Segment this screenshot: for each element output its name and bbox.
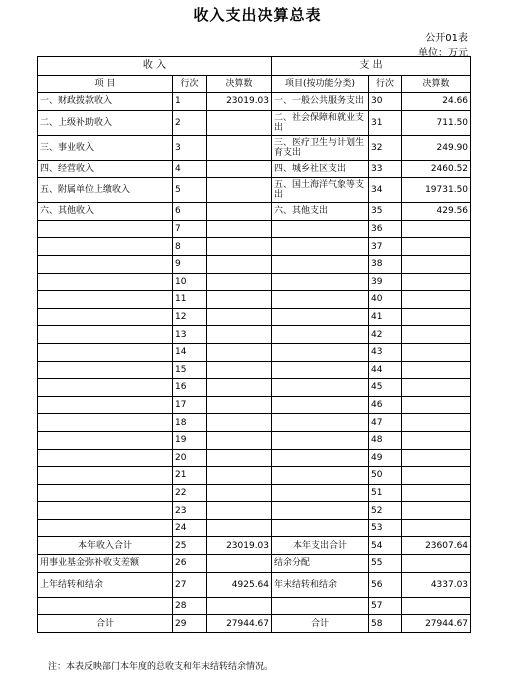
expense-amount-cell — [402, 502, 471, 520]
income-amount-cell — [207, 110, 272, 135]
income-item-cell: 三、事业收入 — [38, 135, 173, 160]
income-item-cell — [38, 220, 173, 238]
form-code: 公开01表 — [425, 33, 468, 44]
expense-line-cell: 39 — [369, 273, 402, 291]
table-row — [38, 414, 471, 432]
table-row — [38, 343, 471, 361]
income-line-cell: 27 — [173, 572, 207, 597]
income-amount-cell — [207, 414, 272, 432]
table-row — [38, 273, 471, 291]
income-item-cell: 二、上级补助收入 — [38, 110, 173, 135]
income-line-cell: 23 — [173, 502, 207, 520]
expense-item-cell: 本年支出合计 — [272, 537, 369, 555]
income-amount-cell — [207, 519, 272, 537]
expense-item-cell — [272, 238, 369, 256]
expense-line-cell: 55 — [369, 555, 402, 573]
income-amount-cell — [207, 178, 272, 203]
table-row — [38, 110, 471, 135]
table-row — [38, 597, 471, 615]
expense-line-cell: 37 — [369, 238, 402, 256]
income-group-header: 收 入 — [38, 57, 272, 76]
table-column-header — [38, 76, 471, 93]
income-item-cell — [38, 273, 173, 291]
expense-item-cell — [272, 326, 369, 344]
expense-line-cell: 52 — [369, 502, 402, 520]
table-row — [38, 135, 471, 160]
expense-amount-cell — [402, 396, 471, 414]
income-amount-cell — [207, 597, 272, 615]
table-row — [38, 178, 471, 203]
expense-amount-cell — [402, 449, 471, 467]
expense-amount-cell — [402, 238, 471, 256]
expense-line-cell: 56 — [369, 572, 402, 597]
expense-amount-cell: 23607.64 — [402, 537, 471, 555]
table-row — [38, 537, 471, 555]
income-line-cell: 1 — [173, 93, 207, 111]
income-line-cell: 15 — [173, 361, 207, 379]
income-line-cell: 22 — [173, 484, 207, 502]
expense-item-cell: 二、社会保障和就业支出 — [272, 110, 369, 135]
expense-amount-cell — [402, 484, 471, 502]
income-line-cell: 8 — [173, 238, 207, 256]
income-item-cell: 一、财政拨款收入 — [38, 93, 173, 111]
expense-line-cell: 49 — [369, 449, 402, 467]
expense-amount-cell: 4337.03 — [402, 572, 471, 597]
table-row — [38, 93, 471, 111]
expense-item-cell — [272, 467, 369, 485]
table-body — [38, 93, 471, 633]
expense-line-cell: 50 — [369, 467, 402, 485]
income-amount-cell: 23019.03 — [207, 537, 272, 555]
expense-item-cell — [272, 449, 369, 467]
expense-item-cell — [272, 308, 369, 326]
expense-line-cell: 31 — [369, 110, 402, 135]
expense-item-cell — [272, 502, 369, 520]
income-amount-cell — [207, 291, 272, 309]
income-item-cell — [38, 396, 173, 414]
expense-amount-cell — [402, 308, 471, 326]
table-row — [38, 519, 471, 537]
income-amount-cell — [207, 343, 272, 361]
expense-amount-cell — [402, 414, 471, 432]
expense-amount-cell — [402, 597, 471, 615]
income-amount-cell — [207, 555, 272, 573]
expense-line-cell: 36 — [369, 220, 402, 238]
income-line-cell: 28 — [173, 597, 207, 615]
income-item-cell: 上年结转和结余 — [38, 572, 173, 597]
table-row — [38, 326, 471, 344]
income-amount-cell — [207, 361, 272, 379]
expense-item-cell — [272, 255, 369, 273]
income-line-cell: 13 — [173, 326, 207, 344]
income-amount-cell — [207, 484, 272, 502]
income-amount-cell — [207, 431, 272, 449]
expense-item-cell: 结余分配 — [272, 555, 369, 573]
expense-item-cell — [272, 597, 369, 615]
expense-line-cell: 40 — [369, 291, 402, 309]
expense-item-cell — [272, 379, 369, 397]
table-row — [38, 238, 471, 256]
income-amount-cell — [207, 160, 272, 178]
table-row — [38, 502, 471, 520]
expense-item-cell: 三、医疗卫生与计划生育支出 — [272, 135, 369, 160]
income-line-cell: 16 — [173, 379, 207, 397]
expense-amount-cell — [402, 273, 471, 291]
income-item-cell — [38, 291, 173, 309]
table-row — [38, 555, 471, 573]
expense-item-cell — [272, 414, 369, 432]
table-row — [38, 615, 471, 633]
expense-item-cell: 四、城乡社区支出 — [272, 160, 369, 178]
expense-amount-cell — [402, 220, 471, 238]
income-line-cell: 20 — [173, 449, 207, 467]
expense-item-cell — [272, 273, 369, 291]
expense-item-cell — [272, 396, 369, 414]
income-item-cell — [38, 379, 173, 397]
expense-amount-cell: 27944.67 — [402, 615, 471, 633]
income-line-cell: 2 — [173, 110, 207, 135]
expense-line-cell: 38 — [369, 255, 402, 273]
income-item-cell — [38, 519, 173, 537]
income-item-cell — [38, 326, 173, 344]
income-line-cell: 7 — [173, 220, 207, 238]
expense-line-cell: 57 — [369, 597, 402, 615]
expense-line-cell: 34 — [369, 178, 402, 203]
income-item-cell — [38, 414, 173, 432]
income-line-cell: 9 — [173, 255, 207, 273]
expense-amount-cell: 2460.52 — [402, 160, 471, 178]
table-row — [38, 396, 471, 414]
income-line-cell: 3 — [173, 135, 207, 160]
income-amount-cell — [207, 135, 272, 160]
expense-amount-cell — [402, 326, 471, 344]
expense-group-header: 支 出 — [272, 57, 471, 76]
expense-item-cell: 年末结转和结余 — [272, 572, 369, 597]
expense-line-cell: 46 — [369, 396, 402, 414]
expense-item-cell — [272, 484, 369, 502]
table-row — [38, 291, 471, 309]
table-row — [38, 203, 471, 221]
expense-line-cell: 54 — [369, 537, 402, 555]
table-row — [38, 484, 471, 502]
expense-line-cell: 44 — [369, 361, 402, 379]
expense-line-cell: 51 — [369, 484, 402, 502]
expense-item-cell — [272, 361, 369, 379]
page-title: 收入支出决算总表 — [193, 6, 322, 24]
income-line-cell: 25 — [173, 537, 207, 555]
income-item-cell — [38, 238, 173, 256]
expense-item-cell: 合计 — [272, 615, 369, 633]
income-amount-cell: 4925.64 — [207, 572, 272, 597]
expense-line-cell: 32 — [369, 135, 402, 160]
income-amount-cell — [207, 396, 272, 414]
income-amount-cell: 23019.03 — [207, 93, 272, 111]
income-line-cell: 4 — [173, 160, 207, 178]
income-line-header: 行次 — [173, 76, 207, 93]
table-row — [38, 431, 471, 449]
income-item-cell — [38, 597, 173, 615]
expense-line-cell: 45 — [369, 379, 402, 397]
income-amount-cell — [207, 238, 272, 256]
expense-line-cell: 41 — [369, 308, 402, 326]
income-amount-cell — [207, 220, 272, 238]
expense-amount-cell: 711.50 — [402, 110, 471, 135]
income-amount-cell — [207, 379, 272, 397]
income-amount-cell — [207, 326, 272, 344]
income-amount-cell — [207, 273, 272, 291]
expense-line-cell: 43 — [369, 343, 402, 361]
income-line-cell: 19 — [173, 431, 207, 449]
income-amount-header: 决算数 — [207, 76, 272, 93]
expense-amount-cell — [402, 255, 471, 273]
income-item-cell — [38, 343, 173, 361]
expense-item-header: 项目(按功能分类) — [272, 76, 369, 93]
income-item-cell: 六、其他收入 — [38, 203, 173, 221]
income-item-cell: 五、附属单位上缴收入 — [38, 178, 173, 203]
income-item-cell: 用事业基金弥补收支差额 — [38, 555, 173, 573]
income-line-cell: 11 — [173, 291, 207, 309]
table-row — [38, 449, 471, 467]
expense-amount-cell: 249.90 — [402, 135, 471, 160]
income-amount-cell — [207, 203, 272, 221]
table-row — [38, 308, 471, 326]
income-item-cell — [38, 431, 173, 449]
expense-amount-cell — [402, 291, 471, 309]
expense-line-cell: 42 — [369, 326, 402, 344]
income-item-header: 项 目 — [38, 76, 173, 93]
table-row — [38, 255, 471, 273]
income-amount-cell — [207, 255, 272, 273]
expense-amount-cell — [402, 361, 471, 379]
expense-amount-cell — [402, 555, 471, 573]
expense-item-cell: 一、一般公共服务支出 — [272, 93, 369, 111]
income-item-cell — [38, 449, 173, 467]
income-line-cell: 26 — [173, 555, 207, 573]
expense-amount-cell — [402, 431, 471, 449]
income-line-cell: 5 — [173, 178, 207, 203]
income-amount-cell — [207, 449, 272, 467]
income-line-cell: 6 — [173, 203, 207, 221]
income-item-cell — [38, 484, 173, 502]
expense-line-cell: 47 — [369, 414, 402, 432]
income-item-cell: 本年收入合计 — [38, 537, 173, 555]
summary-table — [37, 56, 471, 633]
income-line-cell: 14 — [173, 343, 207, 361]
income-amount-cell: 27944.67 — [207, 615, 272, 633]
footnote: 注：本表反映部门本年度的总收支和年末结转结余情况。 — [48, 662, 274, 672]
expense-item-cell — [272, 220, 369, 238]
expense-line-cell: 33 — [369, 160, 402, 178]
expense-item-cell — [272, 519, 369, 537]
expense-amount-header: 决算数 — [402, 76, 471, 93]
expense-item-cell: 五、国土海洋气象等支出 — [272, 178, 369, 203]
expense-line-cell: 48 — [369, 431, 402, 449]
income-item-cell — [38, 502, 173, 520]
table-row — [38, 220, 471, 238]
expense-item-cell — [272, 291, 369, 309]
income-item-cell: 合计 — [38, 615, 173, 633]
income-line-cell: 18 — [173, 414, 207, 432]
table-row — [38, 572, 471, 597]
expense-amount-cell: 429.56 — [402, 203, 471, 221]
income-line-cell: 29 — [173, 615, 207, 633]
income-item-cell — [38, 308, 173, 326]
expense-line-cell: 53 — [369, 519, 402, 537]
expense-line-cell: 30 — [369, 93, 402, 111]
income-line-cell: 10 — [173, 273, 207, 291]
expense-line-cell: 35 — [369, 203, 402, 221]
expense-amount-cell — [402, 343, 471, 361]
expense-amount-cell: 24.66 — [402, 93, 471, 111]
expense-amount-cell — [402, 467, 471, 485]
income-item-cell — [38, 467, 173, 485]
income-amount-cell — [207, 467, 272, 485]
table-row — [38, 467, 471, 485]
expense-item-cell: 六、其他支出 — [272, 203, 369, 221]
income-amount-cell — [207, 502, 272, 520]
expense-amount-cell — [402, 519, 471, 537]
income-item-cell: 四、经营收入 — [38, 160, 173, 178]
income-amount-cell — [207, 308, 272, 326]
expense-line-header: 行次 — [369, 76, 402, 93]
expense-item-cell — [272, 343, 369, 361]
income-line-cell: 12 — [173, 308, 207, 326]
income-line-cell: 17 — [173, 396, 207, 414]
expense-line-cell: 58 — [369, 615, 402, 633]
income-item-cell — [38, 361, 173, 379]
expense-amount-cell — [402, 379, 471, 397]
table-row — [38, 361, 471, 379]
expense-item-cell — [272, 431, 369, 449]
expense-amount-cell: 19731.50 — [402, 178, 471, 203]
table-row — [38, 160, 471, 178]
table-row — [38, 379, 471, 397]
income-line-cell: 21 — [173, 467, 207, 485]
income-item-cell — [38, 255, 173, 273]
income-line-cell: 24 — [173, 519, 207, 537]
table-group-header — [38, 57, 471, 76]
unit-label: 单位：万元 — [418, 48, 468, 59]
